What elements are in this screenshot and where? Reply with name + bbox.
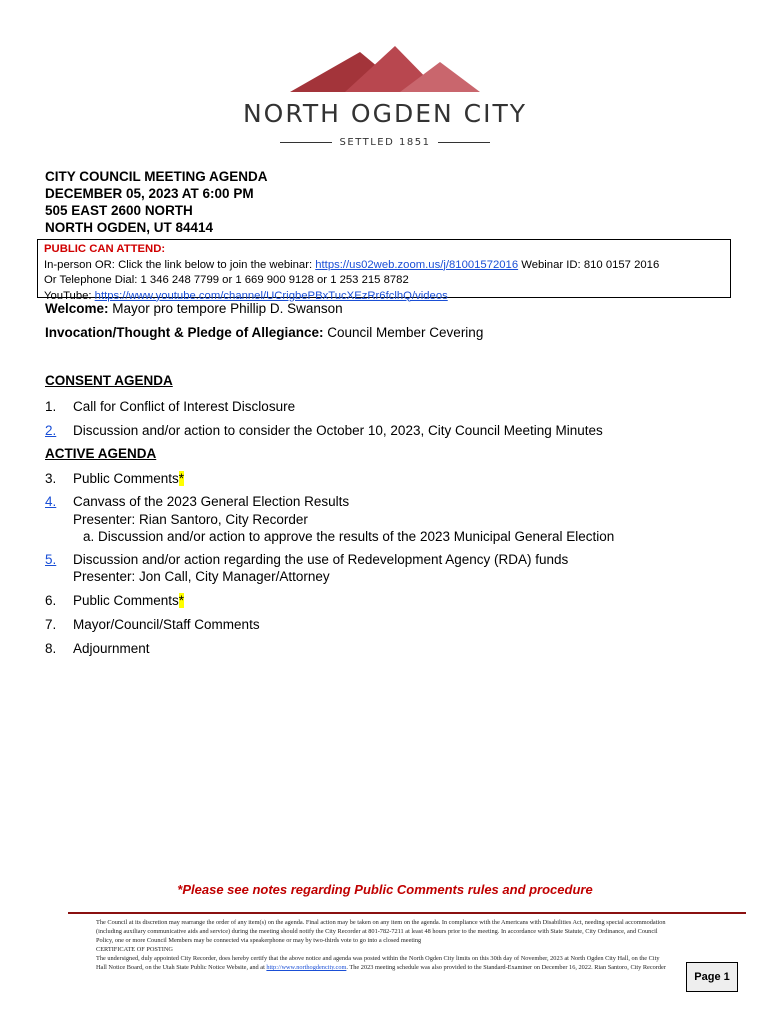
youtube-prefix: YouTube:: [44, 289, 95, 302]
logo-settled-text: SETTLED 1851: [339, 136, 431, 148]
item-presenter: Presenter: Rian Santoro, City Recorder: [73, 512, 308, 527]
attend-title: PUBLIC CAN ATTEND:: [44, 243, 166, 255]
footer-certificate-heading: CERTIFICATE OF POSTING: [96, 946, 173, 953]
item-text: Canvass of the 2023 General Election Results: [73, 494, 350, 509]
certificate-suffix: . The 2023 meeting schedule was also provided to the Standard-Examiner on December 16, 2022. Rian Santoro, City Recorder: [346, 964, 666, 971]
item-subitem: a. Discussion and/or action to approve the results of the 2023 Municipal General Election: [83, 529, 615, 544]
agenda-title: CITY COUNCIL MEETING AGENDA: [45, 169, 268, 184]
public-attend-box: [37, 239, 731, 302]
agenda-header: [45, 168, 268, 236]
consent-agenda-heading: CONSENT AGENDA: [45, 373, 173, 388]
footer-divider: [68, 912, 746, 914]
invocation-line: [45, 325, 483, 340]
webinar-prefix: In-person OR: Click the link below to join the webinar:: [44, 258, 316, 271]
item-text: Call for Conflict of Interest Disclosure: [73, 399, 296, 414]
item-text: [73, 592, 184, 609]
logo-city-name: NORTH OGDEN CITY: [242, 99, 528, 128]
agenda-address: 505 EAST 2600 NORTH: [45, 203, 193, 218]
item-text: Adjournment: [73, 641, 150, 656]
city-logo: [240, 44, 530, 154]
item-text: [73, 470, 184, 487]
item-label: Public Comments: [73, 593, 179, 608]
agenda-date: DECEMBER 05, 2023 AT 6:00 PM: [45, 186, 254, 201]
webinar-id: Webinar ID: 810 0157 2016: [518, 258, 660, 271]
active-agenda-heading: ACTIVE AGENDA: [45, 446, 157, 461]
attend-line-phone: Or Telephone Dial: 1 346 248 7799 or 1 669 900 9128 or 1 253 215 8782: [44, 274, 409, 286]
invocation-text: Council Member Cevering: [323, 325, 484, 340]
item-number: 7.: [45, 617, 57, 632]
footer-disclaimer: [96, 918, 666, 972]
item-number: 8.: [45, 641, 57, 656]
public-comments-note: *Please see notes regarding Public Comments rules and procedure: [177, 882, 593, 897]
footer-accommodation-text: The Council at its discretion may rearrange the order of any item(s) on the agenda. Final action may be taken on any item on the agenda. In compliance with the Americans with Disabilities Act, needing special accommodation (including auxiliary communicative aids and service) during the meeting should notify the City Recorder at 801-782-7211 at least 48 hours prior to the meeting. In accordance with State Statute, City Ordinance, and Council Policy, one or more Council Members may be connected via speakerphone or may by two-thirds vote to go into a closed meeting: [96, 919, 666, 944]
item-number-link[interactable]: 4.: [45, 494, 57, 509]
item-presenter: Presenter: Jon Call, City Manager/Attorney: [73, 569, 330, 584]
item-number: 6.: [45, 593, 57, 608]
public-comments-asterisk: *: [178, 471, 185, 486]
welcome-text: Mayor pro tempore Phillip D. Swanson: [108, 301, 343, 316]
zoom-link[interactable]: https://us02web.zoom.us/j/81001572016: [315, 258, 519, 271]
item-number: 1.: [45, 399, 57, 414]
footer-certificate-text: [96, 954, 666, 972]
item-text: Mayor/Council/Staff Comments: [73, 617, 260, 632]
youtube-link[interactable]: https://www.youtube.com/channel/UCrigbePBxTucXEzRr6fclhQ/videos: [94, 289, 448, 302]
invocation-label: Invocation/Thought & Pledge of Allegiance:: [45, 325, 324, 340]
city-website-link[interactable]: http://www.northogdencity.com: [266, 964, 347, 971]
agenda-city: NORTH OGDEN, UT 84414: [45, 220, 214, 235]
mountain-logo-icon: [290, 44, 490, 94]
item-label: Public Comments: [73, 471, 179, 486]
page-number-badge: Page 1: [686, 962, 738, 992]
welcome-label: Welcome:: [45, 301, 109, 316]
item-text: Discussion and/or action to consider the October 10, 2023, City Council Meeting Minutes: [73, 423, 603, 438]
logo-settled: [240, 134, 530, 150]
item-text: Discussion and/or action regarding the use of Redevelopment Agency (RDA) funds: [73, 552, 569, 567]
public-comments-asterisk: *: [178, 593, 185, 608]
item-number-link[interactable]: 2.: [45, 423, 57, 438]
item-number-link[interactable]: 5.: [45, 552, 57, 567]
welcome-line: [45, 301, 343, 316]
certificate-prefix: The undersigned, duly appointed City Recorder, does hereby certify that the above notice and agenda was posted within the North Ogden City limits on this 30th day of November, 2023 at North Ogden City Hall, on the City Hall Notice Board, on the Utah State Public Notice Website, and at: [96, 955, 660, 971]
item-number: 3.: [45, 471, 57, 486]
attend-line-webinar: [44, 258, 730, 274]
